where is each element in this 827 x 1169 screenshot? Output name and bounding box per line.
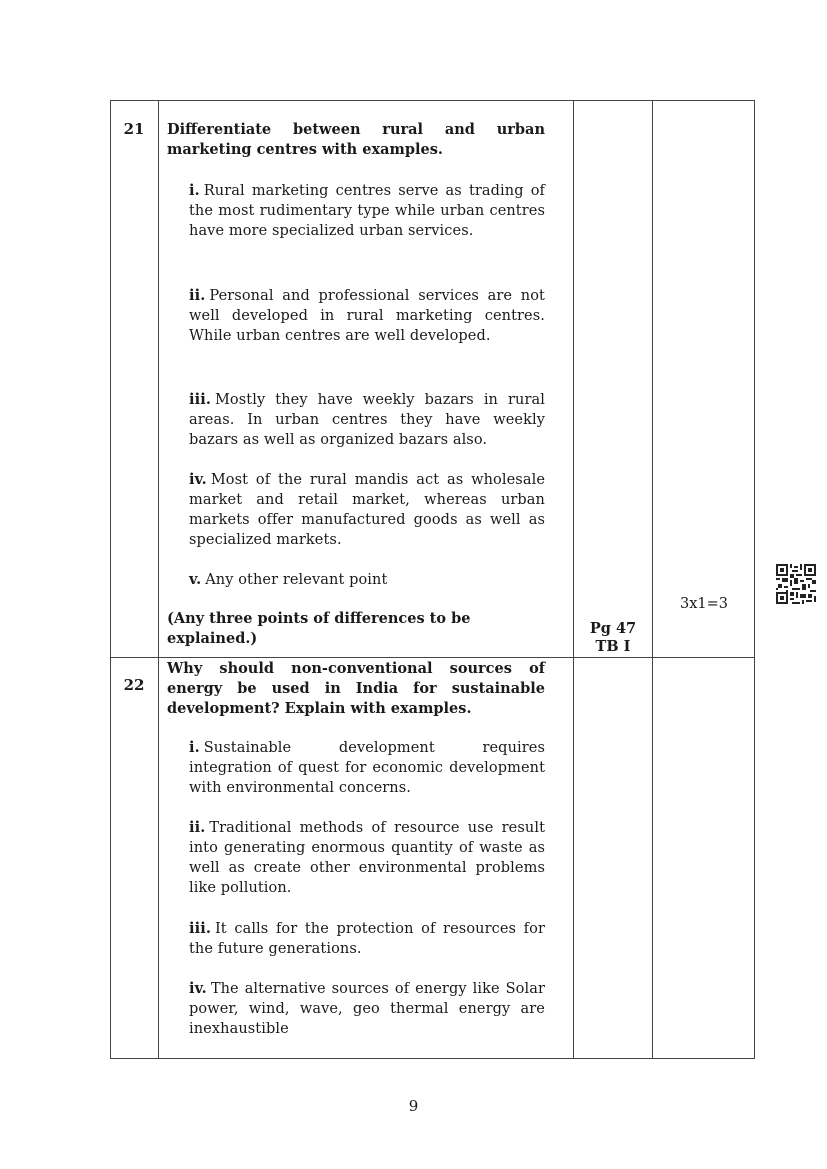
q22-point-3 xyxy=(189,919,545,959)
q21-point-3 xyxy=(189,390,545,450)
point-text: Mostly they have weekly bazars in rural areas. In urban centres they have weekly bazars as well as organized bazars also. xyxy=(189,392,545,448)
question-number-22: 22 xyxy=(123,676,145,694)
q22-point-1 xyxy=(189,738,545,798)
table-top-border xyxy=(110,100,755,101)
page-number: 9 xyxy=(408,1097,419,1115)
point-text: Any other relevant point xyxy=(205,572,388,588)
q21-marks: 3x1=3 xyxy=(679,596,728,612)
reference-page: Pg 47 xyxy=(589,620,637,637)
point-label: ii. xyxy=(189,819,206,836)
point-text: It calls for the protection of resources for the future generations. xyxy=(189,921,545,957)
qr-code-icon[interactable] xyxy=(776,564,816,604)
table-left-border xyxy=(110,100,111,1059)
column-divider-qno xyxy=(158,100,159,1059)
question-number-21: 21 xyxy=(123,120,145,138)
q21-reference xyxy=(574,620,652,656)
point-label: i. xyxy=(189,182,200,199)
point-label: iv. xyxy=(189,980,207,997)
point-text: Most of the rural mandis act as wholesale market and retail market, whereas urban markets offer manufactured goods as well as specialized markets. xyxy=(189,472,545,548)
point-label: iv. xyxy=(189,471,207,488)
column-divider-ref xyxy=(652,100,653,1059)
table-bottom-border xyxy=(110,1058,755,1059)
q21-point-5 xyxy=(189,570,545,590)
point-label: ii. xyxy=(189,287,206,304)
point-label: i. xyxy=(189,739,200,756)
q21-point-1 xyxy=(189,181,545,241)
q21-point-4 xyxy=(189,470,545,550)
point-text: The alternative sources of energy like Solar power, wind, wave, geo thermal energy are inexhaustible xyxy=(189,981,545,1037)
point-label: iii. xyxy=(189,920,211,937)
q22-point-4 xyxy=(189,979,545,1039)
answer-table xyxy=(110,100,755,1059)
reference-book: TB I xyxy=(595,638,631,655)
question-22-text: Why should non-conventional sources of energy be used in India for sustainable development? Explain with examples. xyxy=(167,660,545,717)
row-divider xyxy=(110,657,755,658)
point-label: v. xyxy=(189,571,202,588)
point-text: Rural marketing centres serve as trading of the most rudimentary type while urban centres have more specialized urban services. xyxy=(189,183,545,239)
q22-point-2 xyxy=(189,818,545,898)
point-text: Sustainable development requires integration of quest for economic development with environmental concerns. xyxy=(189,740,545,796)
q21-point-2 xyxy=(189,286,545,346)
point-text: Traditional methods of resource use result into generating enormous quantity of waste as well as create other environmental problems like pollution. xyxy=(189,820,545,896)
point-text: Personal and professional services are not well developed in rural marketing centres. While urban centres are well developed. xyxy=(189,288,545,344)
question-21-text: Differentiate between rural and urban marketing centres with examples. xyxy=(167,121,545,158)
point-label: iii. xyxy=(189,391,211,408)
column-divider-answer xyxy=(573,100,574,1059)
table-right-border xyxy=(754,100,755,1059)
q21-marking-note: (Any three points of differences to be explained.) xyxy=(167,610,471,647)
